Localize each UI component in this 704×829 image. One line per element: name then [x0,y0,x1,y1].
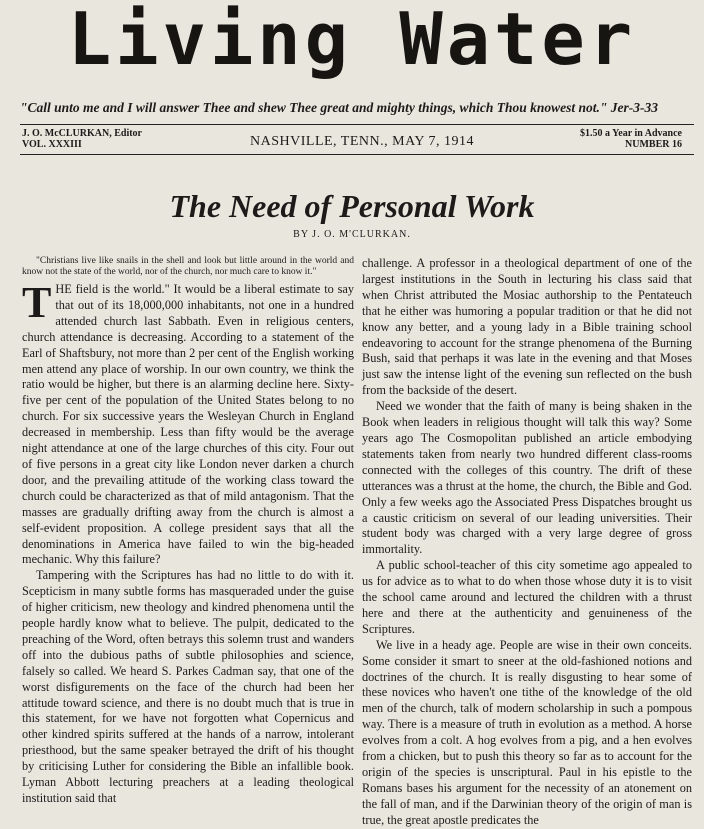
article-paragraph-5: A public school-teacher of this city sometime ago appealed to us for advice as to what to do when those whose duty it is to visit the school came around and lectured the children with a thrust here and there at the authenticity and genuineness of the Scriptures. [362,558,692,636]
number-line: NUMBER 16 [625,139,682,150]
masthead-info-right [580,128,682,150]
editor-line: J. O. McCLURKAN, Editor [22,128,142,139]
masthead-title: Living Water [67,0,637,81]
volume-line: VOL. XXXIII [22,139,82,150]
lead-text: HE field is the world." It would be a liberal estimate to say that out of its 18,000,000 inhabitants, not one in a hundred attended church last Sabbath. Even in religious centers, church attendance is decreasing. According to a statement of the Earl of Shaftsbury, not more than 2 per cent of the English working men attend any place of worship. In our own country, we think the ratio would be higher, but there is an alarming decline here. Sixty-five per cent of the population of the United States belong to no church. For six successive years the Wesleyan Church in England decreased in membership. Less than fifty would be the average night attendance at one of the large churches of this city. Four out of five persons in a great city like London never darken a church door, and the prevailing attitude of the working class toward the church could be characterized as that of mild antagonism. That the masses are gradually drifting away from the church is almost a self-evident proposition. A college president says that all the denominations in America have failed to win the big-headed mechanic. Why this failure? [22,282,354,567]
masthead [0,0,704,100]
masthead-motto: "Call unto me and I will answer Thee and shew Thee great and mighty things, which Thou knowest not." Jer-3-33 [20,100,658,115]
article-column-left [22,256,354,807]
dateline: NASHVILLE, TENN., MAY 7, 1914 [250,134,474,149]
drop-cap: T [22,278,52,327]
article-column-right [362,256,692,829]
price-line: $1.50 a Year in Advance [580,128,682,139]
article-epigraph: "Christians live like snails in the shell and look but little around in the world and know not the state of the world, nor of the church, nor much care to know it." [22,256,354,277]
article-headline: The Need of Personal Work [169,188,535,224]
article-paragraph-4: Need we wonder that the faith of many is being shaken in the Book when leaders in religious thought will talk this way? Some years ago The Cosmopolitan published an article embodying statements taken from nearly two hundred different class-rooms connected with the colleges of this country. The drift of these utterances was a thrust at the home, the church, the Bible and God. Only a few weeks ago the Associated Press Dispatches brought us a caustic criticism on several of our leading universities. Their student body was charged with a very large degree of gross immortality. [362,399,692,557]
rule-bottom [20,154,694,155]
article-paragraph-1 [22,278,354,568]
masthead-info-left [22,128,142,150]
article-paragraph-6: We live in a heady age. People are wise in their own conceits. Some consider it smart to sneer at the old-fashioned notions and doctrines of the church. It is really disgusting to hear some of these novices who haven't one tithe of the knowledge of the old men of the church, talk of modern scholarship in such a pompous way. There is a measure of truth in evolution as a method. A horse evolves from a colt. A hog evolves from a pig, and a hen evolves from a chicken, but to push this theory so far as to account for the origin of the species is unscriptural. Paul in his epistle to the Romans bases his argument for the necessity of an atonement on the fall of man, and if the Darwinian theory of the origin of man is true, the great apostle predicates the [362,637,692,827]
article-byline: BY J. O. M'CLURKAN. [293,229,411,240]
rule-top [20,124,694,125]
article-paragraph-3: challenge. A professor in a theological department of one of the largest institutions in the South in lecturing his class said that when Christ attributed the Mosiac authorship to the Pentateuch that he either was humoring a popular tradition or that he did not know any better, and a young lady in a Bible training school endeavoring to account for the strange phenomena of the Burning Bush, said that perhaps it was late in the evening and that Moses just saw the intense light of the evening sun reflected on the bush from the backside of the desert. [362,256,692,398]
article-paragraph-2: Tampering with the Scriptures has had no little to do with it. Scepticism in many subtle forms has masqueraded under the guise of higher criticism, new theology and kindred phenomena until the people hardly know what to believe. The pulpit, dedicated to the preaching of the Word, often betrays this solemn trust and wanders off into the dubious paths of subtle philosophies and science, falsely so called. We heard S. Parkes Cadman say, that one of the worst disfigurements on the face of the church had been her attitude toward science, and there is no doubt much that is true in this statement, for we have not forgotten what Copernicus and other kindred spirits suffered at the hands of a narrow, intolerant priesthood, but the same speaker betrayed the drift of his thought by criticising Luther for considering the Bible an infallible book. Lyman Abbott lecturing preachers at a leading theological institution said that [22,568,354,805]
